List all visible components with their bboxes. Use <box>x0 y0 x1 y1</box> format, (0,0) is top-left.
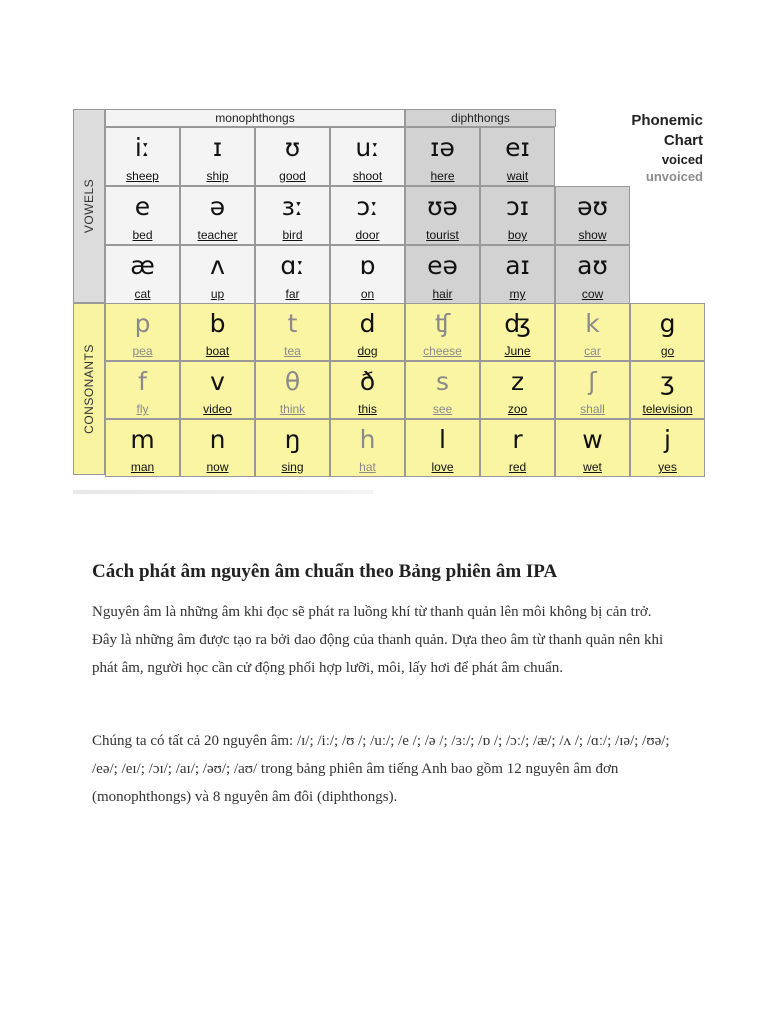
consonant-cell <box>180 361 255 419</box>
vowel-cell <box>480 245 555 304</box>
vowel-cell <box>405 186 480 245</box>
phoneme-symbol: uː <box>355 133 380 162</box>
example-word: bird <box>282 228 303 242</box>
phoneme-symbol: k <box>585 309 600 338</box>
consonant-cell <box>180 303 255 361</box>
chart-legend <box>611 111 703 185</box>
phoneme-symbol: r <box>512 425 523 454</box>
consonant-cell <box>405 419 480 477</box>
vowel-cell <box>330 127 405 186</box>
consonant-cell <box>105 419 180 477</box>
example-word: shall <box>580 402 605 416</box>
phoneme-symbol: ʒ <box>660 367 675 396</box>
example-word: cow <box>581 287 604 301</box>
vowel-cell <box>330 186 405 245</box>
consonant-cell <box>555 419 630 477</box>
phoneme-symbol: ð <box>359 367 376 396</box>
consonants-label-box <box>73 303 105 475</box>
article-paragraph-2: Chúng ta có tất cả 20 nguyên âm: /ɪ/; /iː/; /ʊ /; /uː/; /e /; /ə /; /ɜː/; /ɒ /; /ɔː/; /æ/; /ʌ /; /ɑː/; /ɪə/; /ʊə/; /eə/; /eɪ/; /ɔɪ/; /aɪ/; /əʊ/; /aʊ/ trong bảng phiên âm tiếng Anh bao gồm 12 nguyên âm đơn (monophthongs) và 8 nguyên âm đôi (diphthongs). <box>92 733 670 805</box>
vowel-cell <box>330 245 405 304</box>
example-word: door <box>355 228 380 242</box>
consonant-cell <box>180 419 255 477</box>
diphthongs-header: diphthongs <box>405 109 556 127</box>
example-word: my <box>509 287 526 301</box>
consonant-cell <box>105 361 180 419</box>
vowel-cell <box>255 186 330 245</box>
phoneme-symbol: b <box>209 309 226 338</box>
example-word: cheese <box>423 344 462 358</box>
consonant-cell <box>330 303 405 361</box>
phoneme-symbol: w <box>582 425 603 454</box>
phoneme-symbol: ɪə <box>430 133 455 162</box>
consonant-cell <box>555 303 630 361</box>
phoneme-symbol: iː <box>134 133 151 162</box>
vowel-cell <box>180 127 255 186</box>
phoneme-symbol: æ <box>130 251 155 280</box>
consonant-cell <box>630 303 705 361</box>
phoneme-symbol: ʊ <box>284 133 301 162</box>
example-word: red <box>508 460 527 474</box>
vowels-label-box <box>73 109 105 303</box>
example-word: far <box>285 287 300 301</box>
example-word: this <box>358 402 377 416</box>
example-word: on <box>360 287 375 301</box>
phoneme-symbol: e <box>134 192 151 221</box>
example-word: television <box>642 402 693 416</box>
example-word: up <box>210 287 225 301</box>
example-word: wet <box>583 460 602 474</box>
consonant-cell <box>105 303 180 361</box>
phoneme-symbol: eə <box>427 251 458 280</box>
phoneme-symbol: aʊ <box>577 251 608 280</box>
consonant-cell <box>555 361 630 419</box>
image-caption-blur <box>73 490 373 494</box>
legend-unvoiced: unvoiced <box>645 169 703 184</box>
phoneme-symbol: ə <box>209 192 226 221</box>
consonant-cell <box>405 303 480 361</box>
vowel-cell <box>105 245 180 304</box>
consonant-cell <box>255 361 330 419</box>
consonant-cell <box>330 361 405 419</box>
phoneme-symbol: ɔː <box>356 192 379 221</box>
phoneme-symbol: θ <box>284 367 301 396</box>
example-word: shoot <box>352 169 383 183</box>
example-word: dog <box>357 344 378 358</box>
vowel-cell <box>555 245 630 304</box>
example-word: video <box>203 402 232 416</box>
phoneme-symbol: s <box>435 367 450 396</box>
example-word: hair <box>432 287 453 301</box>
legend-title-1: Phonemic <box>631 112 703 129</box>
phoneme-symbol: eɪ <box>505 133 530 162</box>
phoneme-symbol: ɑː <box>280 251 305 280</box>
phoneme-symbol: z <box>510 367 525 396</box>
consonant-cell <box>630 419 705 477</box>
phoneme-symbol: m <box>130 425 155 454</box>
consonant-cell <box>405 361 480 419</box>
consonant-cell <box>330 419 405 477</box>
example-word: boat <box>205 344 230 358</box>
phoneme-symbol: ɪ <box>212 133 223 162</box>
vowel-cell <box>255 127 330 186</box>
consonant-cell <box>630 361 705 419</box>
phoneme-symbol: aɪ <box>505 251 530 280</box>
phoneme-symbol: ŋ <box>284 425 301 454</box>
example-word: tourist <box>426 228 459 242</box>
phoneme-symbol: p <box>134 309 151 338</box>
phoneme-symbol: f <box>138 367 147 396</box>
example-word: hat <box>359 460 376 474</box>
phoneme-symbol: d <box>359 309 376 338</box>
consonant-cell <box>255 419 330 477</box>
phoneme-symbol: t <box>287 309 298 338</box>
vowel-cell <box>405 127 480 186</box>
example-word: pea <box>132 344 153 358</box>
vowel-cell <box>555 186 630 245</box>
vowel-cell <box>255 245 330 304</box>
example-word: go <box>660 344 675 358</box>
vowel-cell <box>180 245 255 304</box>
phoneme-symbol: ɒ <box>359 251 376 280</box>
article-paragraph-1: Nguyên âm là những âm khi đọc sẽ phát ra luồng khí từ thanh quản lên môi không bị cản trở. Đây là những âm được tạo ra bởi dao động của thanh quản. Dựa theo âm từ thanh quản nên khi phát âm, người học cần cử động phối hợp lưỡi, môi, lấy hơi để phát âm chuẩn. <box>92 604 664 676</box>
phoneme-symbol: ʧ <box>434 309 451 338</box>
vowel-cell <box>480 186 555 245</box>
article-heading: Cách phát âm nguyên âm chuẩn theo Bảng phiên âm IPA <box>92 561 558 582</box>
example-word: bed <box>132 228 153 242</box>
example-word: June <box>504 344 531 358</box>
phoneme-symbol: n <box>209 425 226 454</box>
example-word: good <box>279 169 306 183</box>
legend-title-2: Chart <box>663 132 703 149</box>
legend-voiced: voiced <box>661 152 703 167</box>
example-word: tea <box>284 344 301 358</box>
monophthongs-header: monophthongs <box>105 109 405 127</box>
phoneme-symbol: ɔɪ <box>505 192 530 221</box>
phoneme-symbol: ɜː <box>281 192 304 221</box>
consonant-cell <box>255 303 330 361</box>
example-word: sing <box>281 460 304 474</box>
example-word: show <box>578 228 607 242</box>
example-word: cat <box>134 287 151 301</box>
example-word: teacher <box>197 228 238 242</box>
phoneme-symbol: j <box>664 425 671 454</box>
example-word: wait <box>506 169 529 183</box>
phoneme-symbol: ʤ <box>504 309 531 338</box>
phonemic-chart <box>73 109 713 479</box>
consonant-cell <box>480 303 555 361</box>
phoneme-symbol: v <box>210 367 225 396</box>
example-word: zoo <box>507 402 528 416</box>
phoneme-symbol: ʃ <box>588 367 597 396</box>
vowel-cell <box>405 245 480 304</box>
phoneme-symbol: əʊ <box>577 192 608 221</box>
consonant-cell <box>480 361 555 419</box>
vowel-cell <box>180 186 255 245</box>
example-word: ship <box>206 169 229 183</box>
phoneme-symbol: g <box>659 309 676 338</box>
consonants-label: CONSONANTS <box>82 344 96 434</box>
vowel-cell <box>105 127 180 186</box>
example-word: man <box>130 460 155 474</box>
example-word: sheep <box>126 169 159 183</box>
consonant-cell <box>480 419 555 477</box>
example-word: love <box>431 460 454 474</box>
vowels-label: VOWELS <box>82 178 96 234</box>
example-word: car <box>584 344 601 358</box>
phoneme-symbol: l <box>439 425 446 454</box>
example-word: here <box>430 169 455 183</box>
phoneme-symbol: h <box>359 425 376 454</box>
example-word: see <box>432 402 453 416</box>
vowel-cell <box>480 127 555 186</box>
example-word: boy <box>507 228 528 242</box>
phoneme-symbol: ʊə <box>427 192 458 221</box>
example-word: yes <box>658 460 677 474</box>
example-word: fly <box>136 402 149 416</box>
example-word: now <box>206 460 229 474</box>
vowel-cell <box>105 186 180 245</box>
example-word: think <box>279 402 306 416</box>
phoneme-symbol: ʌ <box>210 251 225 280</box>
